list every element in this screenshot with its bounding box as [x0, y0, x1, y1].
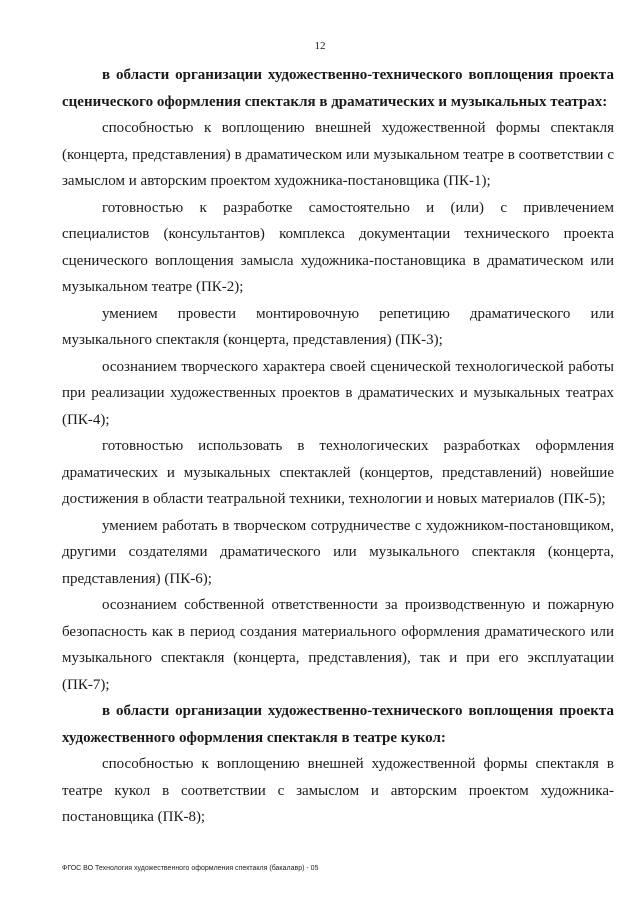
- page-footer: ФГОС ВО Технология художественного оформления спектакля (бакалавр) - 05: [62, 865, 319, 872]
- paragraph-pk7: осознанием собственной ответственности за производственную и пожарную безопасность как в период создания материального оформления драматического или музыкального спектакля (концерта, представления), так и при его эксплуатации (ПК-7);: [62, 597, 614, 693]
- paragraph-pk2: готовностью к разработке самостоятельно и (или) с привлечением специалистов (консультантов) комплекса документации технического проекта сценического воплощения замысла художника-постановщика в драматическом или музыкальном театре (ПК-2);: [62, 199, 614, 295]
- section-heading-drama-music: в области организации художественно-технического воплощения проекта сценического оформления спектакля в драматических и музыкальных театрах:: [62, 67, 614, 110]
- paragraph-pk1: способностью к воплощению внешней художественной формы спектакля (концерта, представления) в драматическом или музыкальном театре в соответствии с замыслом и авторским проектом художника-постановщика (ПК-1);: [62, 120, 614, 189]
- paragraph-pk5: готовностью использовать в технологических разработках оформления драматических и музыкальных спектаклей (концертов, представлений) новейшие достижения в области театральной техники, технологии и новых материалов (ПК-5);: [62, 438, 614, 507]
- paragraph-pk6: умением работать в творческом сотрудничестве с художником-постановщиком, другими создателями драматического или музыкального спектакля (концерта, представления) (ПК-6);: [62, 517, 614, 587]
- paragraph-pk8: способностью к воплощению внешней художественной формы спектакля в театре кукол в соответствии с замыслом и авторским проектом художника-постановщика (ПК-8);: [62, 756, 614, 825]
- document-body: [62, 62, 614, 831]
- paragraph-pk3: умением провести монтировочную репетицию драматического или музыкального спектакля (концерта, представления) (ПК-3);: [62, 305, 614, 348]
- section-heading-puppet-theatre: в области организации художественно-технического воплощения проекта художественного оформления спектакля в театре кукол:: [62, 703, 614, 746]
- page-number: 12: [314, 40, 326, 52]
- paragraph-pk4: осознанием творческого характера своей сценической технологической работы при реализации художественных проектов в драматических и музыкальных театрах (ПК-4);: [62, 358, 614, 428]
